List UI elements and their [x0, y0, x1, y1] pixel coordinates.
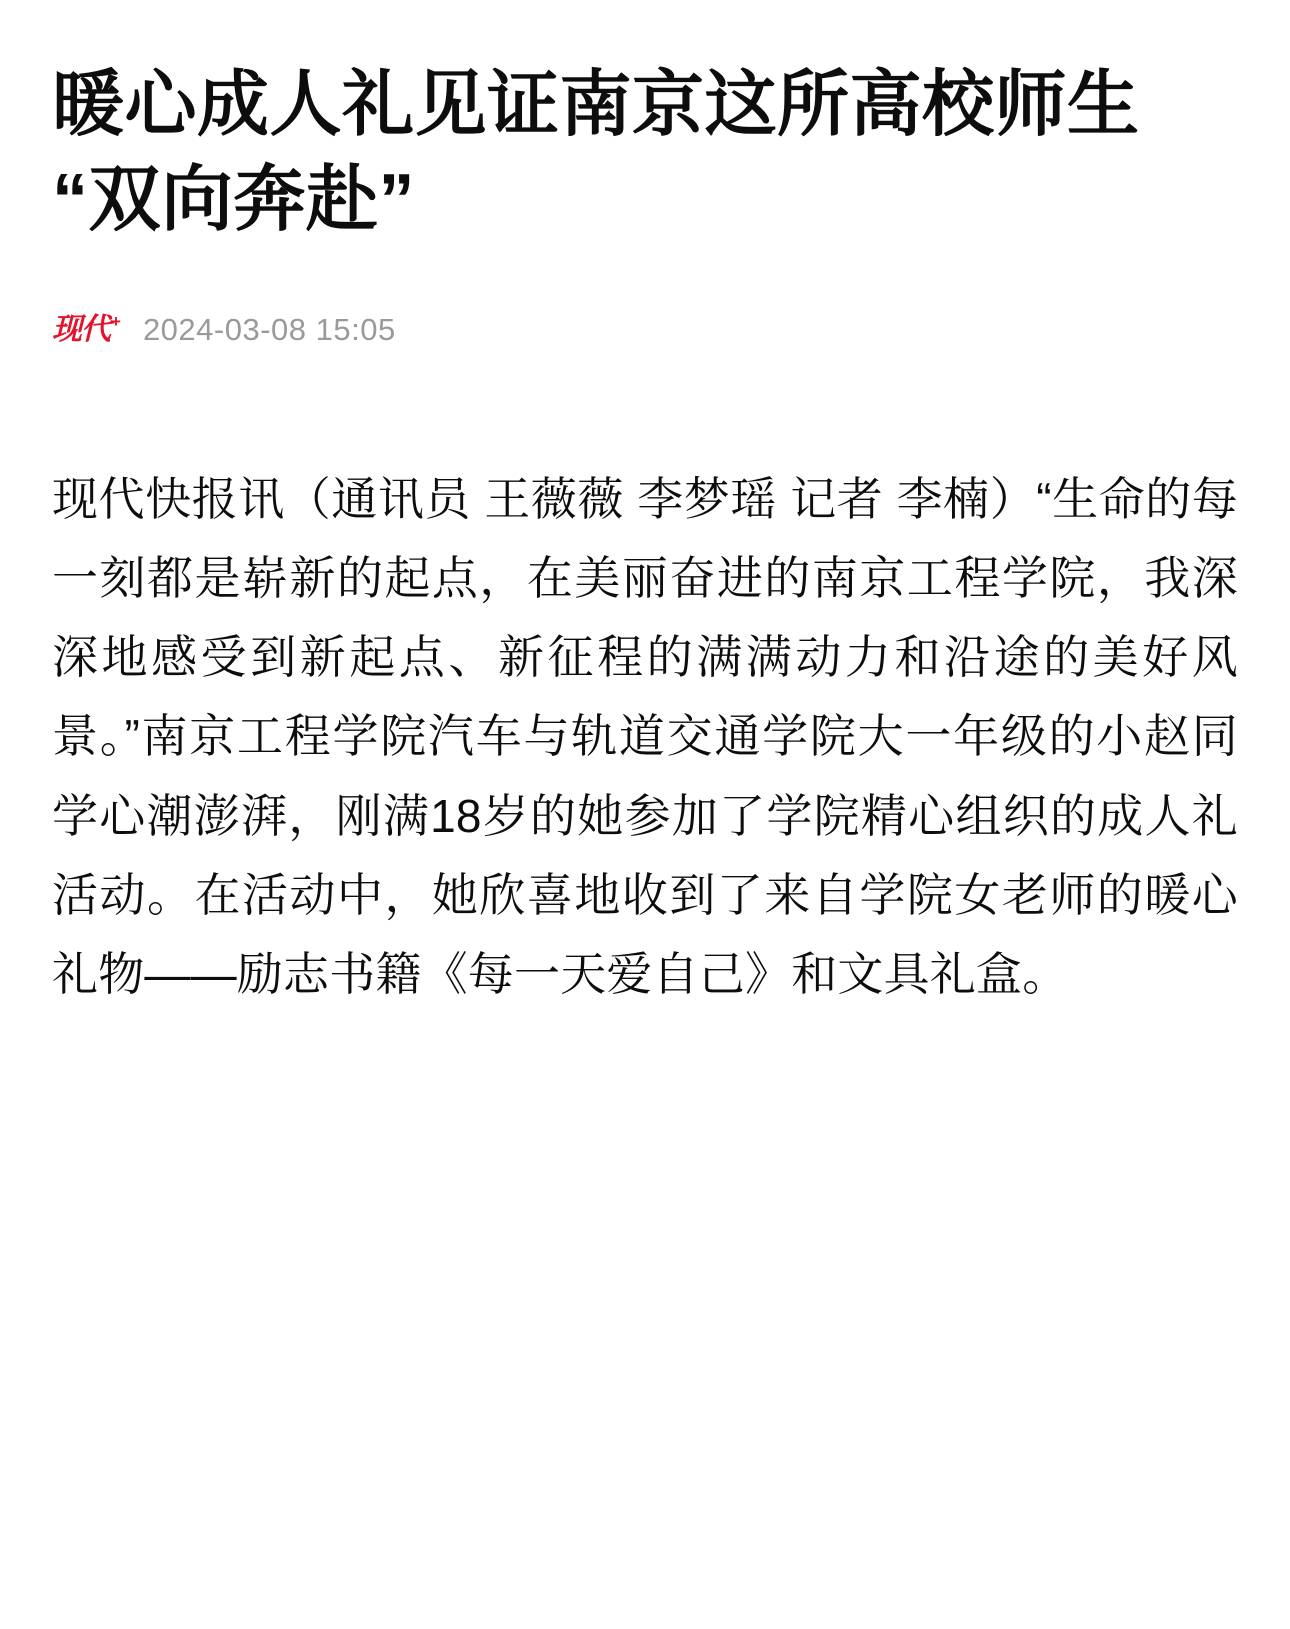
brand-name: 现代: [52, 312, 110, 348]
article-body: [52, 460, 1238, 1014]
brand-plus-icon: +: [111, 312, 121, 332]
publish-timestamp: 2024-03-08 15:05: [142, 312, 396, 348]
page-title: 暖心成人礼见证南京这所高校师生“双向奔赴”: [52, 65, 1140, 241]
article-paragraph: 现代快报讯（通讯员 王薇薇 李梦瑶 记者 李楠）“生命的每一刻都是崭新的起点，在美丽奋进的南京工程学院，我深深地感受到新起点、新征程的满满动力和沿途的美好风景。”南京工程学院汽车与轨道交通学院大一年级的小赵同学心潮澎湃，刚满18岁的她参加了学院精心组织的成人礼活动。在活动中，她欣喜地收到了来自学院女老师的暖心礼物——励志书籍《每一天爱自己》和文具礼盒。: [52, 473, 1238, 1000]
brand-logo: [52, 312, 121, 348]
article-meta: [52, 308, 1238, 352]
